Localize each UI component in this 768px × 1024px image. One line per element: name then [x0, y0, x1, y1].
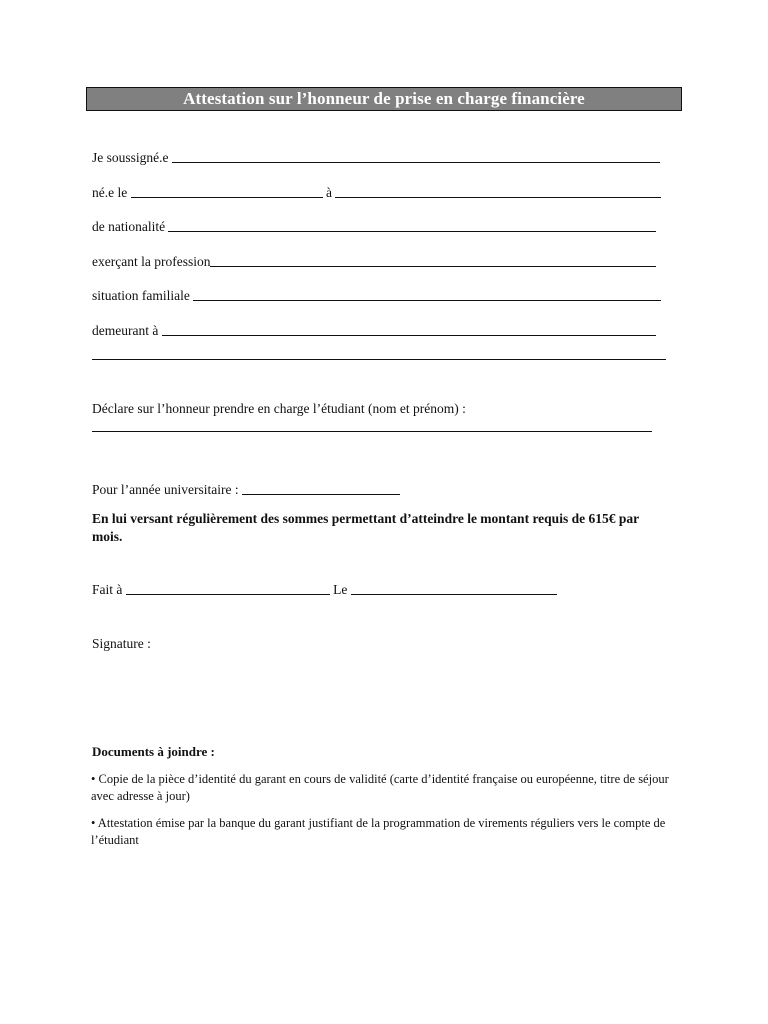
field-soussigne [92, 150, 660, 166]
date-naissance-blank[interactable] [131, 196, 323, 198]
etudiant-blank[interactable] [92, 430, 652, 432]
field-nationalite [92, 219, 656, 235]
date-blank[interactable] [351, 593, 557, 595]
document-item: • Copie de la pièce d’identité du garant en cours de validité (carte d’identité française ou européenne, titre de séjour avec adresse à jour) [91, 772, 669, 803]
declaration-text: Déclare sur l’honneur prendre en charge l’étudiant (nom et prénom) : [92, 401, 466, 416]
field-annee [92, 482, 400, 498]
title-banner [86, 87, 682, 111]
document-title: Attestation sur l’honneur de prise en charge financière [183, 89, 585, 108]
field-label-nationalite: de nationalité [92, 219, 169, 234]
field-demeurant [92, 323, 656, 339]
annee-blank[interactable] [242, 493, 400, 495]
field-adresse-suite [92, 358, 666, 363]
field-label-fait-a: Fait à [92, 582, 126, 597]
field-label-le: Le [329, 582, 351, 597]
field-label-annee: Pour l’année universitaire : [92, 482, 242, 497]
field-profession [92, 254, 656, 270]
field-label-soussigne: Je soussigné.e [92, 150, 172, 165]
engagement-statement: En lui versant régulièrement des sommes permettant d’atteindre le montant requis de 615€ par mois. [92, 511, 639, 544]
field-naissance [92, 185, 661, 201]
field-etudiant [92, 430, 652, 435]
field-label-demeurant: demeurant à [92, 323, 162, 338]
field-situation [92, 288, 661, 304]
fait-a-blank[interactable] [126, 593, 330, 595]
nationalite-blank[interactable] [168, 230, 656, 232]
adresse-suite-blank[interactable] [92, 358, 666, 360]
documents-title: Documents à joindre : [92, 744, 215, 759]
document-item: • Attestation émise par la banque du garant justifiant de la programmation de virements réguliers vers le compte de l’étudiant [91, 816, 666, 847]
lieu-naissance-blank[interactable] [335, 196, 661, 198]
field-label-profession: exerçant la profession [92, 254, 211, 269]
field-label-a: à [322, 185, 336, 200]
signature-label: Signature : [92, 636, 151, 651]
adresse-blank[interactable] [162, 334, 656, 336]
field-label-ne-le: né.e le [92, 185, 131, 200]
field-fait-le [92, 582, 557, 598]
situation-blank[interactable] [193, 299, 661, 301]
field-label-situation: situation familiale [92, 288, 194, 303]
profession-blank[interactable] [210, 265, 656, 267]
soussigne-blank[interactable] [172, 161, 660, 163]
